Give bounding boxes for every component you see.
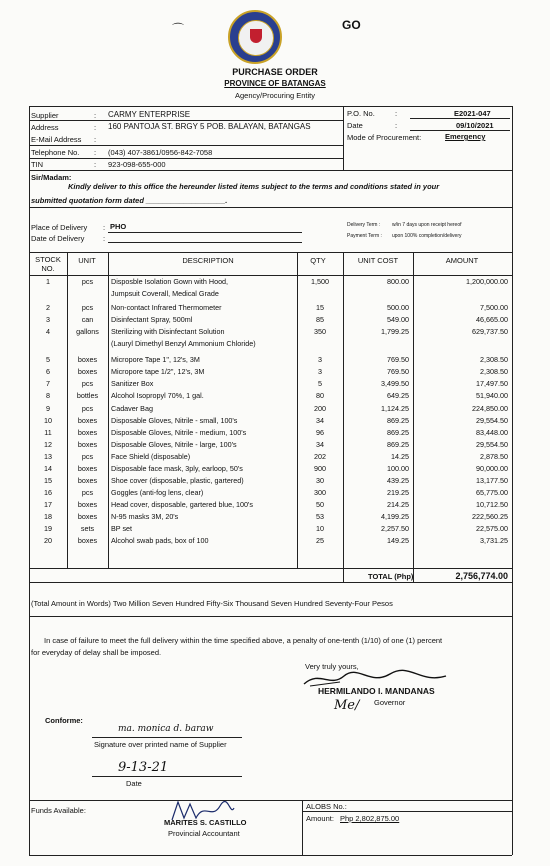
accountant-name: MARITES S. CASTILLO xyxy=(164,818,247,827)
colon: : xyxy=(395,109,398,118)
address-value: 160 PANTOJA ST. BRGY 5 POB. BALAYAN, BATANGAS xyxy=(108,122,311,131)
cell-amount: 22,575.00 xyxy=(476,524,508,533)
cell-unit: boxes xyxy=(77,475,98,485)
cell-amount: 3,731.25 xyxy=(480,536,508,546)
cell-stock-no: 1 xyxy=(46,277,50,286)
cell-unit-cost: 14.25 xyxy=(391,451,409,461)
cell-description: Head cover, disposable, gartered blue, 100's xyxy=(111,499,254,509)
governor-initials: Me/ xyxy=(334,698,360,713)
supplier-value: CARMY ENTERPRISE xyxy=(108,110,191,119)
cell-unit: boxes xyxy=(77,511,98,521)
payment-term-value: upon 100% completion/delivery xyxy=(392,233,462,239)
cell-amount: 1,200,000.00 xyxy=(466,277,508,286)
cell-stock-no: 9 xyxy=(46,403,50,413)
cell-unit-cost: 549.00 xyxy=(387,315,409,325)
cell-unit: pcs xyxy=(81,451,94,461)
cell-amount: 13,177.50 xyxy=(476,475,508,485)
col-amount: AMOUNT xyxy=(445,256,479,265)
cell-stock-no: 6 xyxy=(46,367,50,377)
cell-qty: 300 xyxy=(314,487,326,497)
cell-stock-no: 14 xyxy=(44,463,52,473)
funds-available-label: Funds Available: xyxy=(31,806,86,815)
cell-amount: 222,560.25 xyxy=(472,511,508,521)
tin-value: 923-098-655-000 xyxy=(108,160,166,169)
supplier-label: Supplier xyxy=(31,111,59,120)
colon: : xyxy=(94,111,97,120)
cell-stock-no: 15 xyxy=(44,475,52,485)
governor-title: Governor xyxy=(374,698,406,707)
cell-stock-no: 17 xyxy=(44,499,52,509)
penalty-line1: In case of failure to meet the full delivery within the time specified above, a penalty of one-tenth (1/10) of one (1) percent xyxy=(44,636,443,645)
cell-qty: 50 xyxy=(316,499,324,509)
cell-amount: 7,500.00 xyxy=(480,303,508,313)
colon: : xyxy=(103,223,106,232)
cell-unit-cost: 4,199.25 xyxy=(381,511,409,521)
cell-qty: 3 xyxy=(318,355,322,365)
cell-unit-cost: 1,124.25 xyxy=(381,403,409,413)
cell-amount: 29,554.50 xyxy=(476,415,508,425)
cell-unit: can xyxy=(81,315,94,325)
total-label: TOTAL (Php) xyxy=(368,572,414,581)
cell-unit-cost: 869.25 xyxy=(387,427,409,437)
cell-qty: 3 xyxy=(318,367,322,377)
cell-stock-no: 11 xyxy=(44,427,52,437)
colon: : xyxy=(94,123,97,132)
cell-stock-no: 12 xyxy=(44,439,52,449)
cell-stock-no: 20 xyxy=(44,536,52,546)
cell-unit: pcs xyxy=(81,277,94,286)
cell-unit-cost: 769.50 xyxy=(387,367,409,377)
cell-unit: pcs xyxy=(81,303,94,313)
cell-unit: pcs xyxy=(81,379,94,389)
date-of-delivery-label: Date of Delivery xyxy=(31,234,85,243)
cell-qty: 5 xyxy=(318,379,322,389)
cell-description: Micropore Tape 1", 12's, 3M xyxy=(111,355,200,365)
cell-unit: boxes xyxy=(77,427,98,437)
cell-stock-no: 16 xyxy=(44,487,52,497)
cell-stock-no: 19 xyxy=(44,524,52,533)
cell-description: Goggles (anti-fog lens, clear) xyxy=(111,487,204,497)
mode-value: Emergency xyxy=(445,132,486,141)
cell-unit: boxes xyxy=(77,536,98,546)
total-value: 2,756,774.00 xyxy=(455,571,508,581)
cell-qty: 25 xyxy=(316,536,324,546)
supplier-handwritten-date: 9-13-21 xyxy=(118,760,169,775)
amount-in-words: (Total Amount in Words) Two Million Seven Hundred Fifty-Six Thousand Seven Hundred Seventy-Four Pesos xyxy=(31,599,393,608)
cell-unit: pcs xyxy=(81,403,94,413)
cell-description: Sterilizing with Disinfectant Solution xyxy=(111,327,225,337)
cell-amount: 90,000.00 xyxy=(476,463,508,473)
colon: : xyxy=(395,121,398,130)
cell-stock-no: 8 xyxy=(46,391,50,401)
cell-description: Sanitizer Box xyxy=(111,379,154,389)
salutation: Sir/Madam: xyxy=(31,173,72,182)
accountant-title: Provincial Accountant xyxy=(168,829,240,838)
cell-unit-cost: 2,257.50 xyxy=(381,524,409,533)
very-truly-yours: Very truly yours, xyxy=(305,662,359,671)
cell-qty: 34 xyxy=(316,415,324,425)
delivery-term-label: Delivery Term : xyxy=(347,222,381,228)
cell-amount: 46,665.00 xyxy=(476,315,508,325)
cell-description: Disinfectant Spray, 500ml xyxy=(111,315,193,325)
penalty-line2: for everyday of delay shall be imposed. xyxy=(31,648,162,657)
colon: : xyxy=(103,234,106,243)
cell-unit: pcs xyxy=(81,487,94,497)
cell-amount: 29,554.50 xyxy=(476,439,508,449)
cell-unit: boxes xyxy=(77,367,98,377)
colon: : xyxy=(94,148,97,157)
cell-qty: 53 xyxy=(316,511,324,521)
cell-unit-cost: 214.25 xyxy=(387,499,409,509)
email-label: E-Mail Address xyxy=(31,135,82,144)
cell-qty: 900 xyxy=(314,463,326,473)
cell-unit-cost: 439.25 xyxy=(387,475,409,485)
cell-qty: 10 xyxy=(316,524,324,533)
cell-amount: 2,308.50 xyxy=(480,355,508,365)
col-unit-cost: UNIT COST xyxy=(357,256,399,265)
cell-description: (Lauryl Dimethyl Benzyl Ammonium Chloride) xyxy=(111,339,256,349)
supplier-handwritten-name: ma. monica d. baraw xyxy=(118,724,214,734)
cell-unit: boxes xyxy=(77,439,98,449)
cell-description: Non-contact Infrared Thermometer xyxy=(111,303,222,313)
corner-mark: ⌒ xyxy=(172,22,185,36)
cell-unit: boxes xyxy=(77,415,98,425)
cell-qty: 1,500 xyxy=(311,277,329,286)
cell-description: Face Shield (disposable) xyxy=(111,451,191,461)
payment-term-label: Payment Term : xyxy=(347,233,382,239)
cell-amount: 2,878.50 xyxy=(480,451,508,461)
cell-description: Cadaver Bag xyxy=(111,403,153,413)
date-label: Date xyxy=(347,121,363,130)
cell-unit-cost: 869.25 xyxy=(387,439,409,449)
cell-unit: boxes xyxy=(77,463,98,473)
cell-amount: 65,775.00 xyxy=(476,487,508,497)
instruction-line2: submitted quotation form dated ___________________. xyxy=(31,196,228,205)
cell-description: BP set xyxy=(111,524,133,533)
cell-unit-cost: 769.50 xyxy=(387,355,409,365)
cell-qty: 200 xyxy=(314,403,326,413)
page-title: PURCHASE ORDER xyxy=(232,67,318,77)
place-of-delivery-label: Place of Delivery xyxy=(31,223,88,232)
cell-qty: 30 xyxy=(316,475,324,485)
cell-stock-no: 13 xyxy=(44,451,52,461)
cell-description: Micropore tape 1/2", 12's, 3M xyxy=(111,367,205,377)
conforme-label: Conforme: xyxy=(45,716,83,725)
governor-name: HERMILANDO I. MANDANAS xyxy=(318,686,435,696)
cell-description: Shoe cover (disposable, plastic, gartered) xyxy=(111,475,244,485)
cell-stock-no: 18 xyxy=(44,511,52,521)
cell-description: Disposable Gloves, Nitrile - small, 100's xyxy=(111,415,238,425)
cell-stock-no: 7 xyxy=(46,379,50,389)
cell-amount: 83,448.00 xyxy=(476,427,508,437)
cell-description: Disposable Gloves, Nitrile - medium, 100's xyxy=(111,427,247,437)
colon: : xyxy=(94,160,97,169)
alobs-amount-label: Amount: xyxy=(306,814,334,823)
cell-description: Alcohol Isopropyl 70%, 1 gal. xyxy=(111,391,204,401)
tin-label: TIN xyxy=(31,160,44,169)
cell-qty: 96 xyxy=(316,427,324,437)
place-of-delivery-value: PHO xyxy=(110,222,127,231)
cell-description: Disposble Isolation Gown with Hood, xyxy=(111,277,229,286)
cell-unit-cost: 869.25 xyxy=(387,415,409,425)
delivery-term-value: w/in 7 days upon receipt hereof xyxy=(392,222,462,228)
cell-amount: 51,940.00 xyxy=(476,391,508,401)
cell-description: Jumpsuit Coverall, Medical Grade xyxy=(111,289,219,299)
alobs-no-label: ALOBS No.: xyxy=(306,802,347,811)
supplier-signature-caption: Signature over printed name of Supplier xyxy=(94,740,227,749)
cell-unit-cost: 1,799.25 xyxy=(381,327,409,337)
colon: : xyxy=(94,135,97,144)
cell-stock-no: 10 xyxy=(44,415,52,425)
cell-unit-cost: 3,499.50 xyxy=(381,379,409,389)
cell-amount: 224,850.00 xyxy=(472,403,508,413)
cell-description: Disposable Gloves, Nitrile - large, 100's xyxy=(111,439,237,449)
cell-amount: 629,737.50 xyxy=(472,327,508,337)
cell-unit-cost: 800.00 xyxy=(387,277,409,286)
mode-label: Mode of Procurement: xyxy=(347,133,422,142)
province-name: PROVINCE OF BATANGAS xyxy=(224,79,326,88)
cell-qty: 80 xyxy=(316,391,324,401)
cell-stock-no: 5 xyxy=(46,355,50,365)
cell-stock-no: 3 xyxy=(46,315,50,325)
cell-unit: boxes xyxy=(77,499,98,509)
cell-unit: boxes xyxy=(77,355,98,365)
telephone-label: Telephone No. xyxy=(31,148,80,157)
instruction-line1: Kindly deliver to this office the hereunder listed items subject to the terms and conditions stated in your xyxy=(68,182,440,191)
cell-description: N-95 masks 3M, 20's xyxy=(111,511,179,521)
col-description: DESCRIPTION xyxy=(182,256,234,265)
cell-unit-cost: 100.00 xyxy=(387,463,409,473)
go-stamp: GO xyxy=(342,18,361,32)
cell-stock-no: 2 xyxy=(46,303,50,313)
cell-unit-cost: 219.25 xyxy=(387,487,409,497)
cell-stock-no: 4 xyxy=(46,327,50,337)
col-stock-no: STOCK NO. xyxy=(35,255,61,273)
alobs-amount-value: Php 2,802,875.00 xyxy=(340,814,400,823)
cell-description: Alcohol swab pads, box of 100 xyxy=(111,536,209,546)
cell-unit: bottles xyxy=(76,391,99,401)
cell-unit-cost: 649.25 xyxy=(387,391,409,401)
cell-description: Disposable face mask, 3ply, earloop, 50's xyxy=(111,463,243,473)
cell-amount: 2,308.50 xyxy=(480,367,508,377)
telephone-value: (043) 407-3861/0956-842-7058 xyxy=(108,148,213,157)
cell-qty: 15 xyxy=(316,303,324,313)
po-no-value: E2021-047 xyxy=(454,109,491,118)
cell-amount: 17,497.50 xyxy=(476,379,508,389)
cell-unit-cost: 500.00 xyxy=(387,303,409,313)
cell-qty: 34 xyxy=(316,439,324,449)
cell-unit-cost: 149.25 xyxy=(387,536,409,546)
po-no-label: P.O. No. xyxy=(347,109,375,118)
address-label: Address xyxy=(31,123,59,132)
date-caption: Date xyxy=(126,779,142,788)
cell-qty: 85 xyxy=(316,315,324,325)
date-value: 09/10/2021 xyxy=(456,121,494,130)
cell-qty: 350 xyxy=(314,327,326,337)
agency-label: Agency/Procuring Entity xyxy=(234,91,316,100)
cell-amount: 10,712.50 xyxy=(476,499,508,509)
cell-unit: gallons xyxy=(76,327,99,337)
province-seal-logo xyxy=(228,10,282,64)
cell-unit: sets xyxy=(80,524,95,533)
col-unit: UNIT xyxy=(78,256,96,265)
col-qty: QTY xyxy=(310,256,326,265)
cell-qty: 202 xyxy=(314,451,326,461)
